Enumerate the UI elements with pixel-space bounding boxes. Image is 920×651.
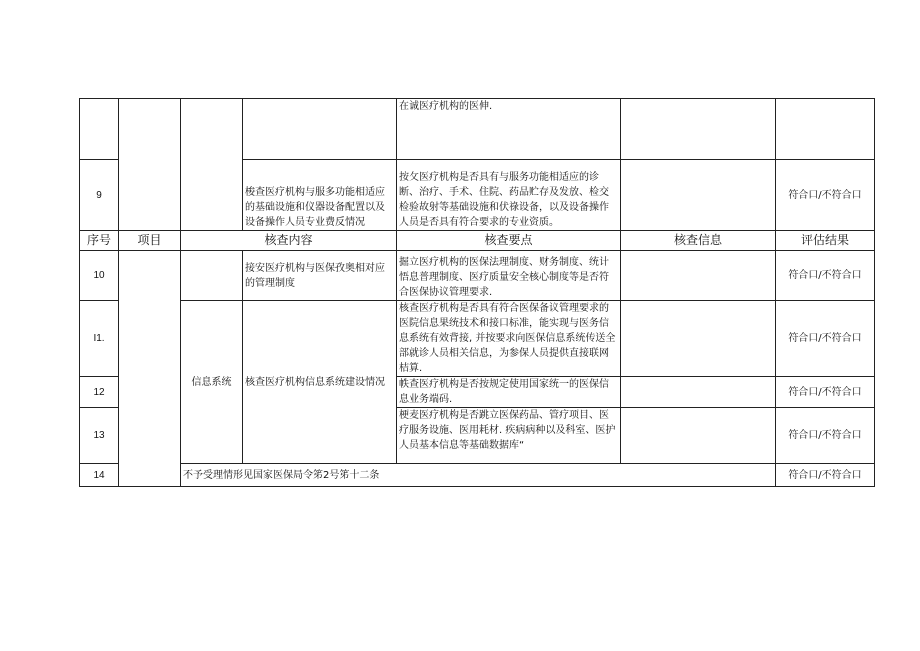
project-cell — [119, 251, 181, 487]
serial-cell: 14 — [80, 464, 119, 487]
table-row-8-continuation — [80, 99, 875, 160]
content-cell: 不予受理情形见国家医保局令笫2号笫十二条 — [181, 464, 776, 487]
table-header — [80, 231, 875, 251]
header-points: 核查要点 — [397, 231, 621, 251]
sub-project-cell — [181, 251, 243, 301]
info-cell — [621, 99, 776, 160]
inspection-table — [79, 98, 875, 487]
header-project: 项目 — [119, 231, 181, 251]
table-row-10 — [80, 251, 875, 301]
category-info-system: 信息系统 — [181, 301, 243, 464]
content-cell: 梭查医疗机构与服多功能相适应的基础设施和仪器设备配置以及设备操作人员专业费反情况 — [243, 160, 397, 231]
header-serial: 序号 — [80, 231, 119, 251]
serial-cell: 12 — [80, 377, 119, 408]
result-cell: 符合口/不符合口 — [776, 408, 875, 464]
result-cell: 符合口/不符合口 — [776, 251, 875, 301]
project-cell — [119, 99, 181, 231]
info-cell — [621, 301, 776, 377]
info-cell — [621, 251, 776, 301]
sub-project-cell — [181, 99, 243, 231]
points-cell: 在诚医疗机构的医伸. — [397, 99, 621, 160]
result-cell — [776, 99, 875, 160]
points-cell: 核查医疗机构是否具有符合医保备议管理要求的医院信息果统技术和接口标准，能实现与医务信息系统有效背接, 并按要求向医保信息系统传送全部就诊人员相关信息，为参保人员提供直接联网桔算. — [397, 301, 621, 377]
serial-cell: 13 — [80, 408, 119, 464]
header-result: 评估结果 — [776, 231, 875, 251]
serial-cell: 10 — [80, 251, 119, 301]
points-cell: 按攵医疗机构是否具有与服务功能相适应的诊断、治疗、手术、住院、药品贮存及发放、检交检验故射等基础设施和伏祿设备，以及设备操作人员是否具有符合要求的专业资质。 — [397, 160, 621, 231]
table-row-14 — [80, 464, 875, 487]
content-cell — [243, 99, 397, 160]
points-cell: 掘立医疗机构的医保法理制度、财务制度、统计悟息普理制度、医疗质量安全核心制度等是否符合医保协议管理要求. — [397, 251, 621, 301]
serial-cell — [80, 99, 119, 160]
serial-cell: I1. — [80, 301, 119, 377]
info-cell — [621, 160, 776, 231]
result-cell: 符合口/不符合口 — [776, 464, 875, 487]
result-cell: 符合口/不符合口 — [776, 377, 875, 408]
result-cell: 符合口/不符合口 — [776, 160, 875, 231]
info-cell — [621, 408, 776, 464]
content-cell: 核查医疗机构信息系统建设情况 — [243, 301, 397, 464]
header-info: 核查信息 — [621, 231, 776, 251]
header-content: 核查内容 — [181, 231, 397, 251]
serial-cell: 9 — [80, 160, 119, 231]
result-cell: 符合口/不符合口 — [776, 301, 875, 377]
points-cell: 帙查医疗机构是否按规定使用国家统一的医保信息业务端码. — [397, 377, 621, 408]
info-cell — [621, 377, 776, 408]
content-cell: 接安医疗机构与医保孜奥相对应的管理制度 — [243, 251, 397, 301]
table-row-11 — [80, 301, 875, 377]
points-cell: 梗麦医疗机构是否跳立医保药品、管疗项目、医疗服务设施、医用耗材. 疾病病种以及科室、医护人员基本信息等基础数据库“ — [397, 408, 621, 464]
